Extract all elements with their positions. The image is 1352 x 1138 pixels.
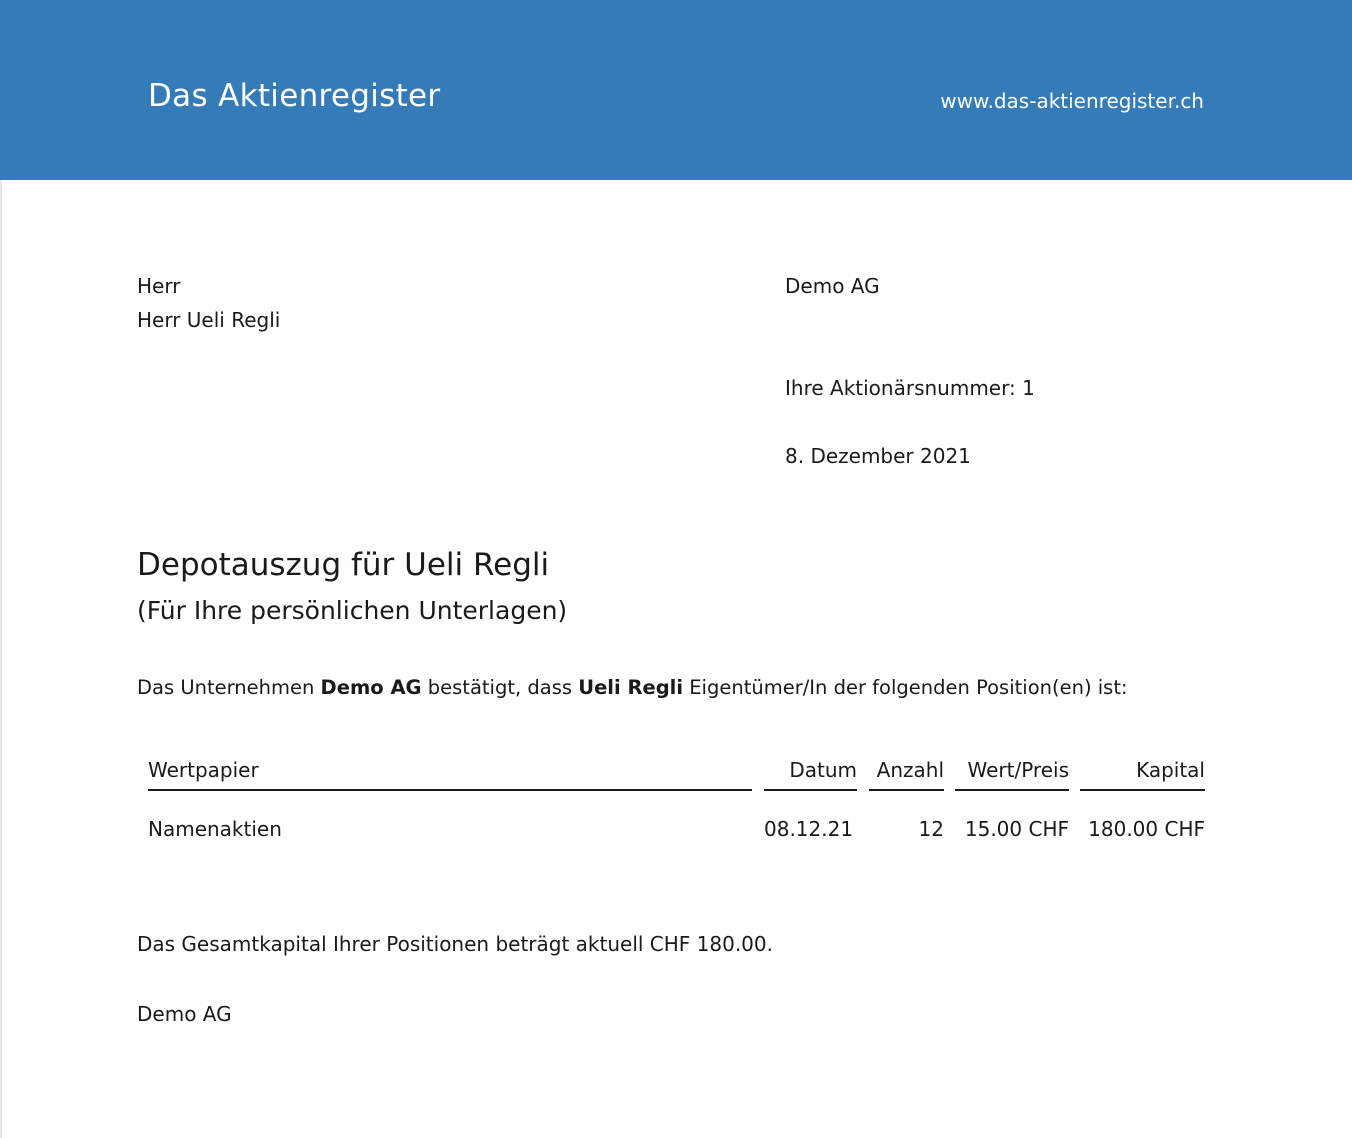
column-header-capital: Kapital [1080,760,1205,791]
intro-part1: Das Unternehmen [137,676,321,699]
document-subtitle: (Für Ihre persönlichen Unterlagen) [137,596,568,625]
table-cell-quantity: 12 [918,817,944,841]
sender-company: Demo AG [785,274,880,298]
page-header [0,0,1352,180]
intro-company: Demo AG [320,676,422,699]
signature-company: Demo AG [137,1002,232,1026]
table-cell-capital: 180.00 CHF [1088,817,1205,841]
document-title: Depotauszug für Ueli Regli [137,547,550,583]
intro-paragraph [137,678,1128,698]
column-header-security: Wertpapier [148,760,752,791]
recipient-name: Herr Ueli Regli [137,308,281,332]
column-header-date: Datum [764,760,857,791]
shareholder-number: Ihre Aktionärsnummer: 1 [785,376,1035,400]
intro-holder: Ueli Regli [578,676,684,699]
intro-part3: Eigentümer/In der folgenden Position(en) ist: [683,676,1128,699]
table-cell-price: 15.00 CHF [964,817,1069,841]
capital-summary: Das Gesamtkapital Ihrer Positionen beträgt aktuell CHF 180.00. [137,932,773,956]
column-header-price: Wert/Preis [955,760,1069,791]
intro-part2: bestätigt, dass [421,676,579,699]
recipient-salutation: Herr [137,274,181,298]
column-header-quantity: Anzahl [869,760,944,791]
website-link[interactable]: www.das-aktienregister.ch [940,89,1204,113]
table-cell-security: Namenaktien [148,817,282,841]
document-date: 8. Dezember 2021 [785,444,971,468]
brand-title: Das Aktienregister [148,78,441,114]
table-cell-date: 08.12.21 [764,817,854,841]
